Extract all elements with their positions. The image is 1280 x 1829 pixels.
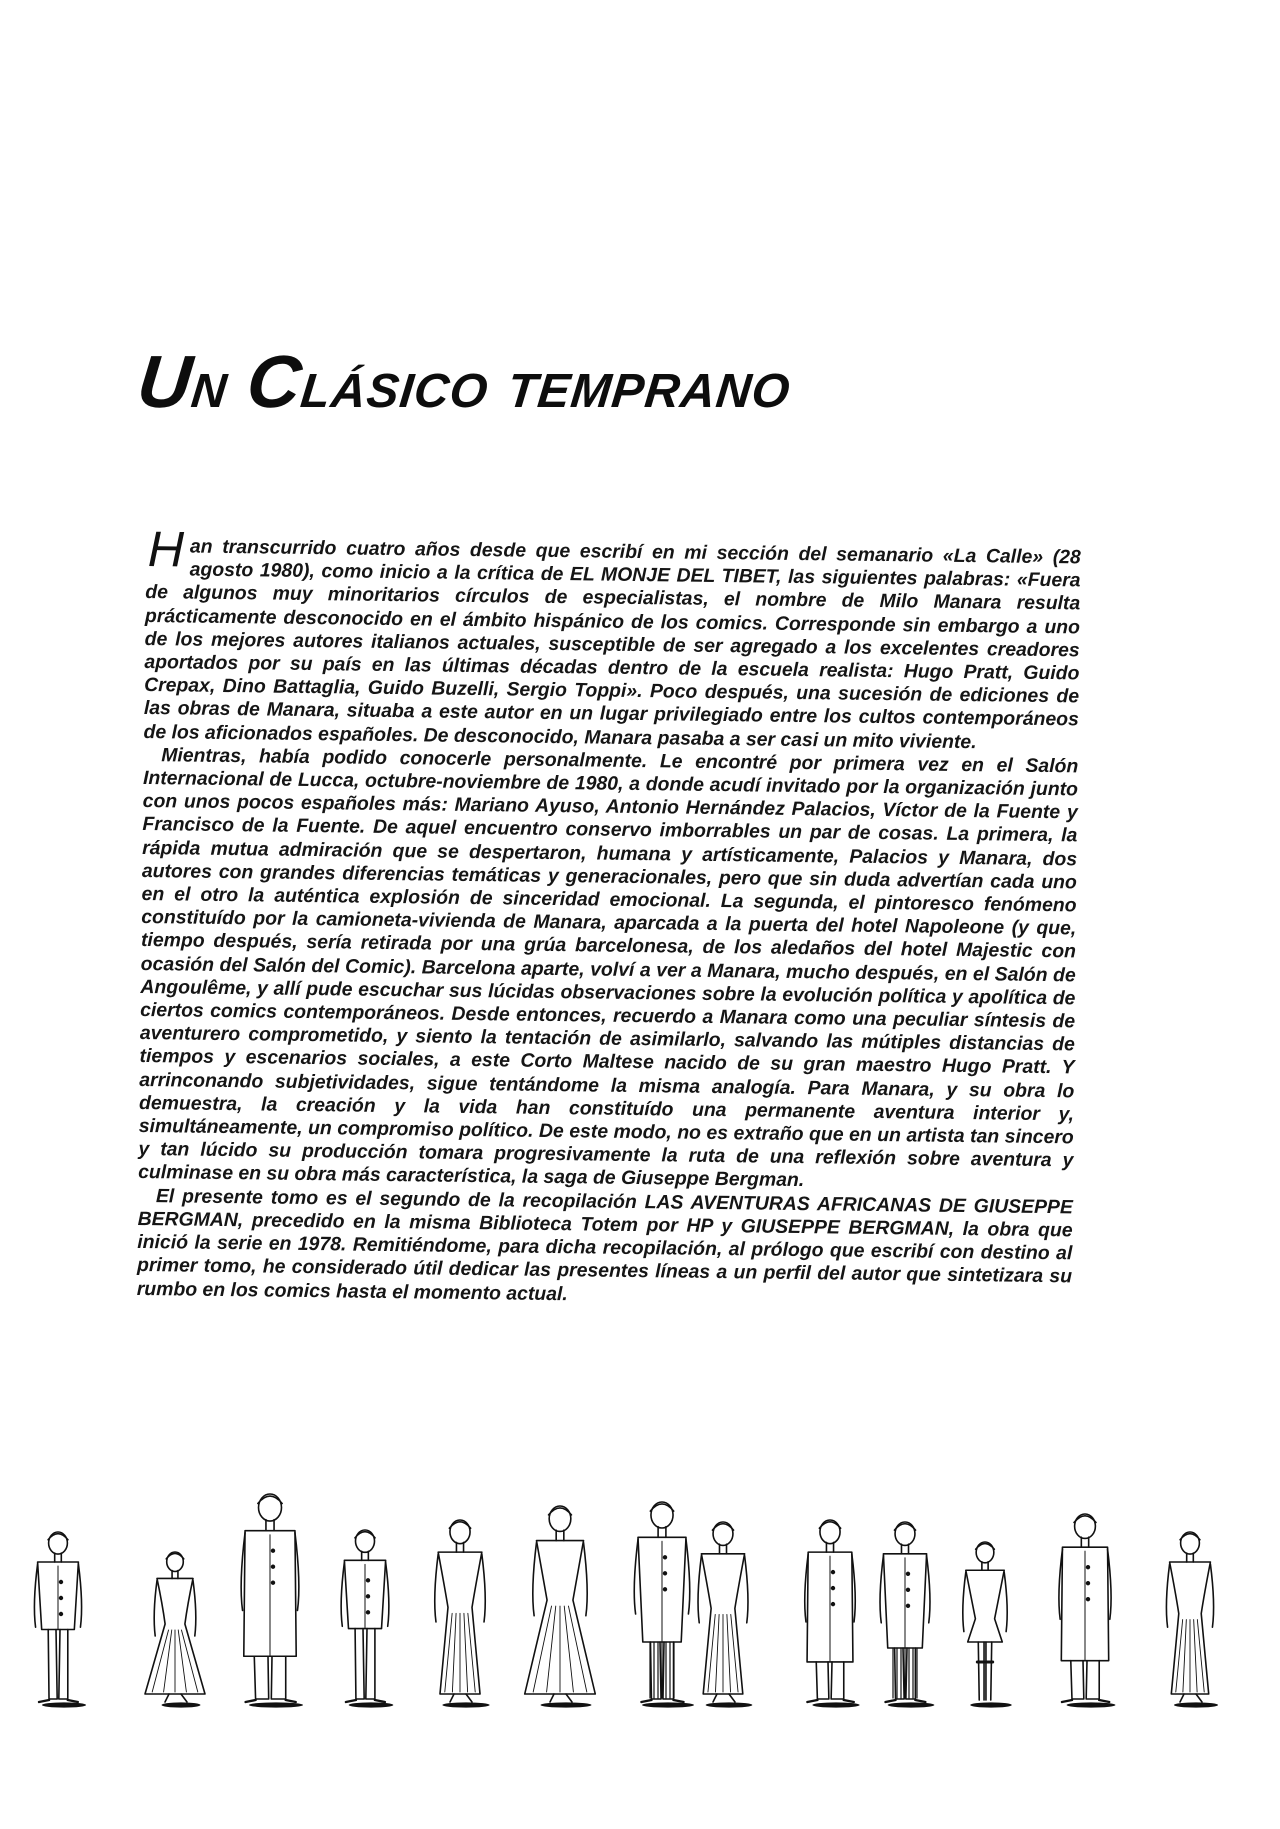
title-word2-rest: LÁSICO bbox=[298, 365, 492, 418]
page-title bbox=[133, 340, 795, 423]
paragraph-2: Mientras, había podido conocerle personalmente. Le encontré por primera vez en el Salón Internacional de Lucca, octubre-noviembre de 1980, a donde acudí invitado por la organización junto con unos pocos españoles más: Mariano Ayuso, Antonio Hernández Palacios, Víctor de la Fuente y Francisco de la Fuente. De aquel encuentro conservo imborrables un par de cosas. La primera, la rápida mutua admiración que se despertaron, humana y artísticamente, Palacios y Manara, dos autores con grandes diferencias temáticas y generacionales, pero que sin duda advertían cada uno en el otro la auténtica explosión de sinceridad emocional. La segunda, el pintoresco fenómeno constituído por la camioneta-vivienda de Manara, aparcada a la puerta del hotel Napoleone (y que, tiempo después, sería retirada por una grúa barcelonesa, de los aledaños del hotel Majestic con ocasión del Salón del Comic). Barcelona aparte, volví a ver a Manara, mucho después, en el Salón de Angoulême, y allí pude escuchar sus lúcidas observaciones sobre la evolución política y apolítica de ciertos comics contemporáneos. Desde entonces, recuerdo a Manara como una peculiar síntesis de aventurero comprometido, y siento la tentación de asimilarlo, salvando las mútiples distancias de tiempos y escenarios sociales, a este Corto Maltese nacido de su gran maestro Hugo Pratt. Y arrinconando subjetividades, sigue tentándome la misma analogía. Para Manara, y su obra lo demuestra, la creación y la vida han constituído una permanente aventura interior y, simultáneamente, un compromiso político. De este modo, no es extraño que en un artista tan sincero y tan lúcido su producción tomara progresivamente la ruta de una reflexión sobre aventura y culminase en su obra más característica, la saga de Giuseppe Bergman. bbox=[138, 744, 1079, 1192]
standing-figure bbox=[435, 1520, 490, 1708]
title-word2-cap: C bbox=[243, 340, 307, 423]
paragraph-1-text: an transcurrido cuatro años desde que escribí en mi sección del semanario «La Calle» (28 agosto 1980), como inicio a la crítica de EL MONJE DEL TIBET, las siguientes palabras: «Fuera de algunos muy minoritarios círculos de especialistas, el nombre de Milo Manara resulta prácticamente desconocido en el ámbito hispánico de los comics. Corresponde sin embargo a uno de los mejores autores italianos actuales, susceptible de ser agregado a los excelentes creadores aportados por su país en las últimas décadas dentro de la escuela realista: Hugo Pratt, Guido Crepax, Dino Battaglia, Guido Buzelli, Sergio Toppi». Poco después, una sucesión de ediciones de las obras de Manara, situaba a este autor en un lugar privilegiado entre los cultos contemporáneos de los aficionados españoles. De desconocido, Manara pasaba a ser casi un mito viviente. bbox=[143, 535, 1081, 753]
title-word1-rest: N bbox=[188, 365, 230, 418]
standing-figure bbox=[241, 1494, 303, 1708]
standing-figure bbox=[805, 1520, 860, 1708]
character-lineup-illustration bbox=[30, 1480, 1240, 1710]
title-word3: TEMPRANO bbox=[504, 365, 794, 418]
standing-figure bbox=[963, 1542, 1012, 1708]
standing-figure bbox=[145, 1552, 205, 1708]
drop-cap: H bbox=[147, 521, 185, 578]
standing-figure bbox=[634, 1502, 694, 1708]
standing-figure bbox=[698, 1522, 752, 1708]
standing-figure bbox=[1166, 1532, 1218, 1708]
standing-figure bbox=[34, 1532, 86, 1708]
paragraph-3: El presente tomo es el segundo de la recopilación LAS AVENTURAS AFRICANAS DE GIUSEPPE BERGMAN, precedido en la misma Biblioteca Totem por HP y GIUSEPPE BERGMAN, la obra que inició la serie en 1978. Remitiéndome, para dicha recopilación, al prólogo que escribí con destino al primer tomo, he considerado útil dedicar las presentes líneas a un perfil del autor que sintetizara su rumbo en los comics hasta el momento actual. bbox=[136, 1184, 1073, 1305]
article-body bbox=[136, 521, 1081, 1312]
paragraph-1 bbox=[143, 521, 1081, 755]
standing-figure bbox=[341, 1530, 393, 1708]
standing-figure bbox=[880, 1522, 934, 1708]
standing-figure bbox=[525, 1506, 596, 1708]
title-word1-cap: U bbox=[133, 340, 197, 423]
standing-figure bbox=[1059, 1514, 1116, 1708]
character-lineup-drawing bbox=[30, 1480, 1240, 1710]
